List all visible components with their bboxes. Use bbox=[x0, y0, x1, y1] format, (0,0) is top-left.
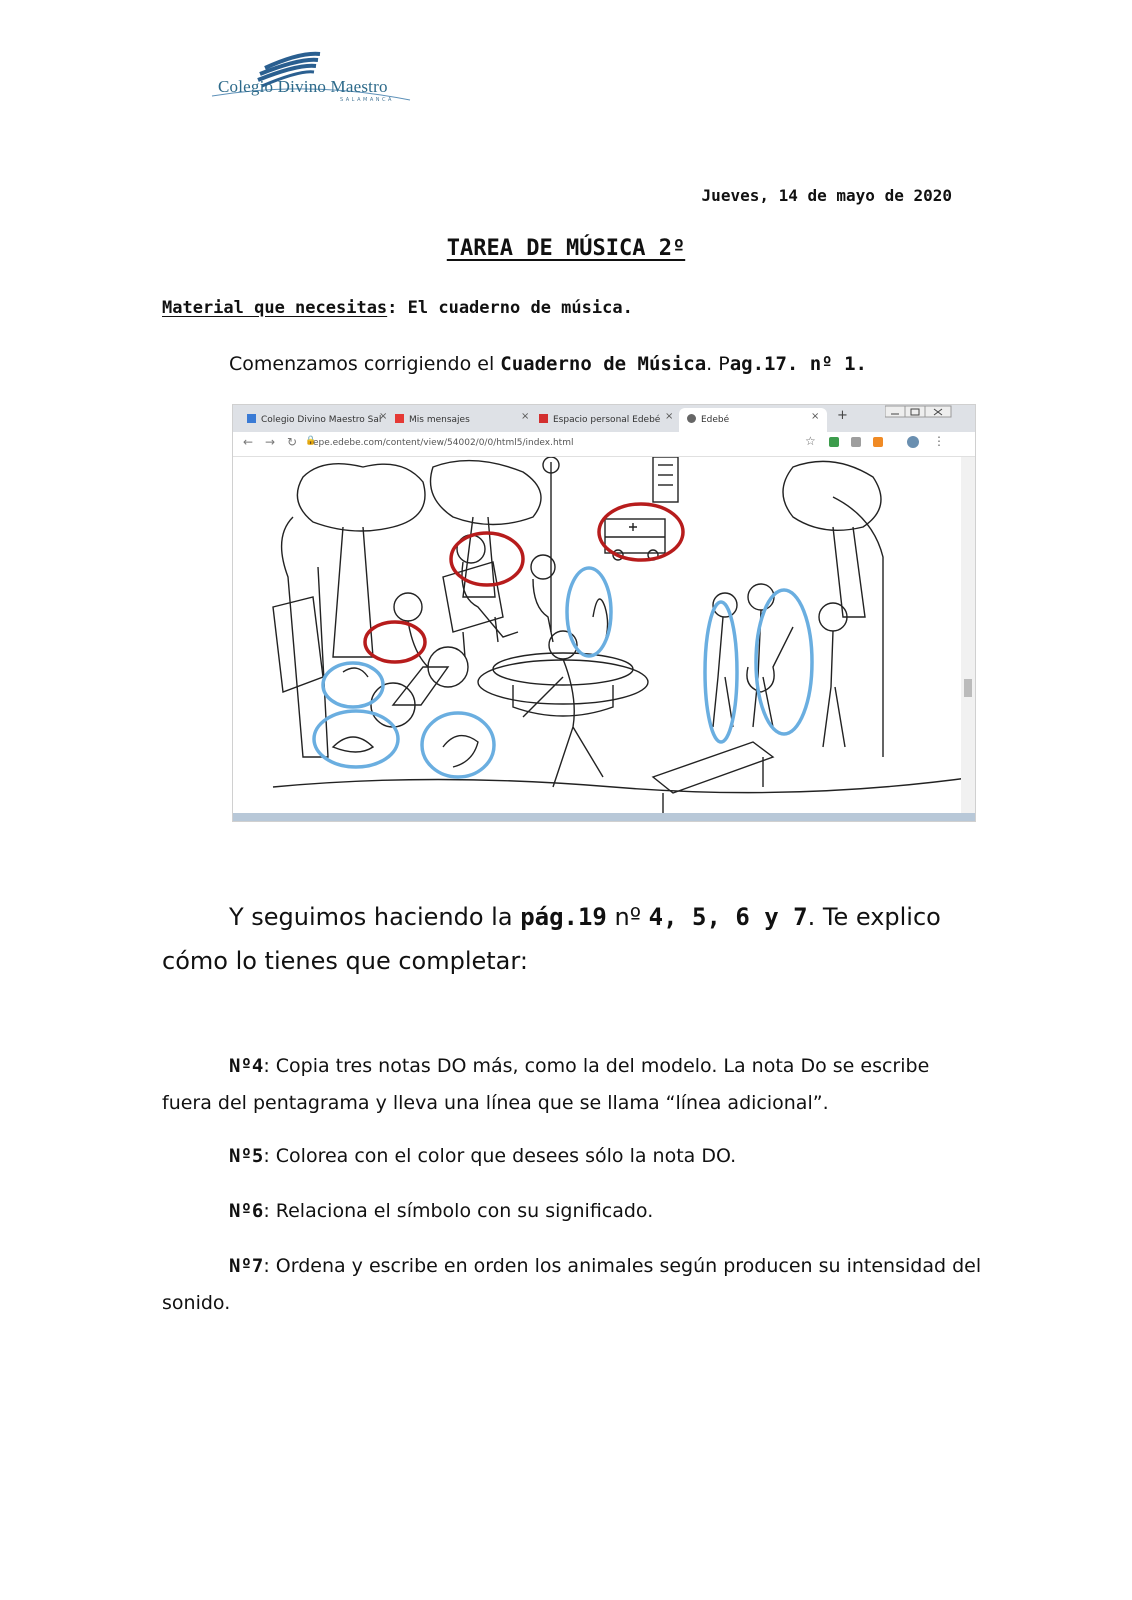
browser-tab-4-active[interactable] bbox=[679, 408, 827, 432]
school-favicon-icon bbox=[247, 414, 256, 423]
scrollbar-thumb[interactable] bbox=[964, 679, 972, 697]
tab-close-icon[interactable]: × bbox=[521, 411, 530, 422]
tab-close-icon[interactable]: × bbox=[811, 411, 820, 422]
tab-label: Colegio Divino Maestro Sal bbox=[261, 415, 382, 425]
exercise-item-7 bbox=[162, 1248, 982, 1322]
extension-icon[interactable] bbox=[873, 437, 883, 447]
p2-mid: nº bbox=[606, 903, 649, 931]
intro-lead: Comenzamos corrigiendo el bbox=[229, 353, 501, 375]
item-text: : Colorea con el color que desees sólo la nota DO. bbox=[263, 1145, 737, 1167]
p2-page: pág.19 bbox=[520, 903, 607, 931]
tab-label: Espacio personal Edebé bbox=[553, 415, 661, 425]
p2-tail: . Te explico cómo lo tienes que completar: bbox=[162, 903, 941, 975]
tab-label: Mis mensajes bbox=[409, 415, 470, 425]
menu-dots-icon[interactable]: ⋮ bbox=[933, 434, 945, 448]
messages-favicon-icon bbox=[395, 414, 404, 423]
back-arrow-icon[interactable]: ← bbox=[243, 435, 254, 449]
reload-icon[interactable]: ↻ bbox=[287, 435, 298, 449]
lock-icon: 🔒 bbox=[305, 436, 317, 446]
item-label: Nº4 bbox=[229, 1055, 264, 1077]
extension-icon[interactable] bbox=[829, 437, 839, 447]
item-label: Nº5 bbox=[229, 1145, 264, 1167]
logo-subtext: SALAMANCA bbox=[340, 97, 394, 103]
browser-tab-2[interactable] bbox=[395, 408, 523, 432]
item-text: : Relaciona el símbolo con su significado. bbox=[263, 1200, 654, 1222]
intro-line bbox=[229, 353, 867, 375]
edebe-favicon-icon bbox=[687, 414, 696, 423]
item-text: : Ordena y escribe en orden los animales según producen su intensidad del sonido. bbox=[162, 1255, 982, 1314]
profile-avatar-icon[interactable] bbox=[907, 436, 919, 448]
tab-close-icon[interactable]: × bbox=[665, 411, 674, 422]
browser-viewport bbox=[233, 457, 975, 813]
document-title-wrap bbox=[0, 236, 1132, 261]
exercise-item-5 bbox=[162, 1138, 982, 1175]
p2-lead: Y seguimos haciendo la bbox=[229, 903, 521, 931]
intro-mid: . P bbox=[706, 353, 730, 375]
window-controls-icon[interactable] bbox=[885, 405, 955, 419]
material-label: Material que necesitas bbox=[162, 298, 388, 318]
intro-page-ref: ag.17. nº 1. bbox=[729, 353, 867, 375]
exercise-item-6 bbox=[162, 1193, 982, 1230]
extension-icon[interactable] bbox=[851, 437, 861, 447]
document-date: Jueves, 14 de mayo de 2020 bbox=[701, 186, 952, 205]
exercise-item-4 bbox=[162, 1048, 982, 1122]
browser-scrollbar[interactable] bbox=[961, 457, 975, 813]
paragraph-continue bbox=[162, 895, 982, 983]
browser-tab-3[interactable] bbox=[539, 408, 673, 432]
park-illustration bbox=[233, 457, 975, 813]
item-label: Nº7 bbox=[229, 1255, 264, 1277]
intro-bold: Cuaderno de Música bbox=[500, 353, 707, 375]
document-title: TAREA DE MÚSICA 2º bbox=[446, 236, 686, 261]
url-text[interactable]: epe.edebe.com/content/view/54002/0/0/html5/index.html bbox=[313, 438, 574, 448]
star-icon[interactable]: ☆ bbox=[805, 434, 816, 448]
new-tab-plus-icon[interactable]: + bbox=[837, 408, 848, 423]
p2-nums: 4, 5, 6 y 7 bbox=[648, 903, 808, 931]
tab-label: Edebé bbox=[701, 415, 730, 425]
edebe-favicon-icon bbox=[539, 414, 548, 423]
browser-screenshot bbox=[232, 404, 976, 822]
material-line bbox=[162, 298, 633, 318]
tab-close-icon[interactable]: × bbox=[379, 411, 388, 422]
browser-tab-1[interactable] bbox=[247, 408, 381, 432]
os-taskbar bbox=[233, 813, 975, 821]
item-text: : Copia tres notas DO más, como la del modelo. La nota Do se escribe fuera del pentagrama y lleva una línea que se llama “línea adicional”. bbox=[162, 1055, 930, 1114]
item-label: Nº6 bbox=[229, 1200, 264, 1222]
material-value: : El cuaderno de música. bbox=[387, 298, 633, 318]
forward-arrow-icon[interactable]: → bbox=[265, 435, 276, 449]
logo-text: Colegio Divino Maestro bbox=[218, 77, 388, 96]
